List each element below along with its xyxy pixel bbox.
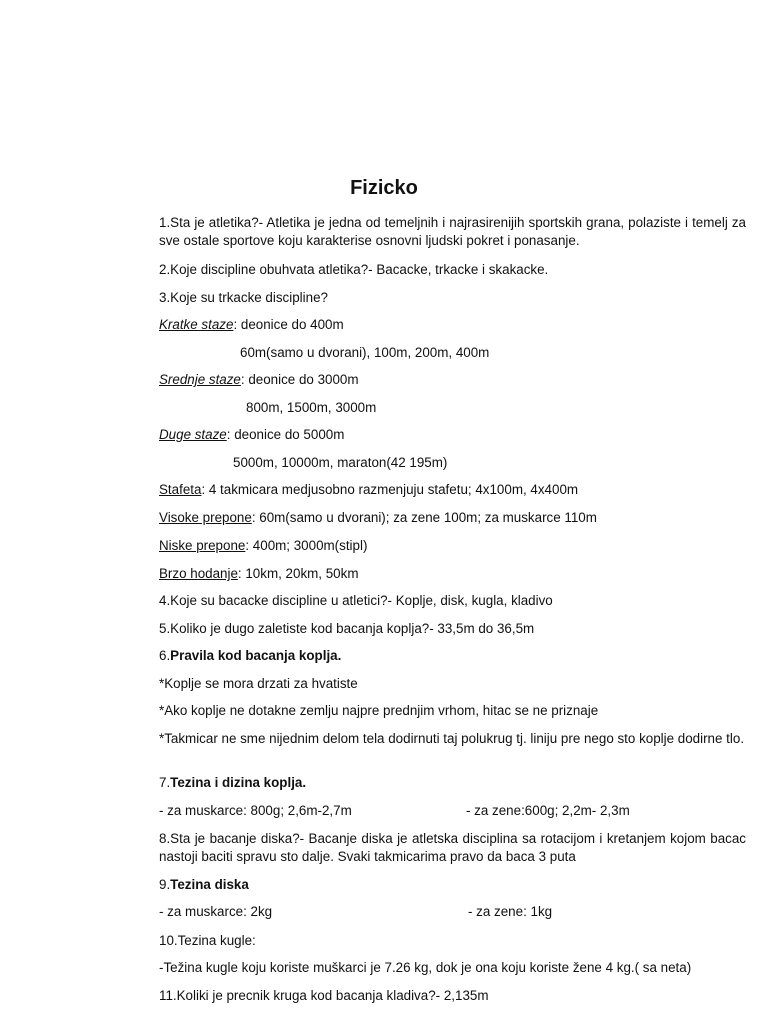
duge-staze-label: Duge staze	[159, 427, 227, 442]
rule-3: *Takmicar ne sme nijednim delom tela dodirnuti taj polukrug tj. liniju pre nego sto koplje dodirne tlo.	[159, 731, 745, 746]
question-6-number: 6.	[159, 648, 171, 663]
stafeta-line	[159, 481, 746, 499]
niske-prepone-label: Niske prepone	[159, 538, 246, 553]
srednje-staze-detail: 800m, 1500m, 3000m	[246, 400, 377, 415]
question-9	[159, 876, 746, 894]
kratke-staze-text: : deonice do 400m	[233, 317, 344, 332]
question-1: 1.Sta je atletika?- Atletika je jedna od temeljnih i najrasirenijih sportskih grana, polaziste i temelj za sve ostale sportove koju karakterise osnovni ljudski pokret i ponasanje.	[159, 215, 746, 248]
rule-1: *Koplje se mora drzati za hvatiste	[159, 676, 358, 691]
question-7-men: - za muskarce: 800g; 2,6m-2,7m	[159, 803, 352, 818]
question-6-text: Pravila kod bacanja koplja.	[170, 648, 342, 663]
niske-prepone-text: : 400m; 3000m(stipl)	[245, 538, 368, 553]
kratke-staze-label: Kratke staze	[159, 317, 234, 332]
question-9-men: - za muskarce: 2kg	[159, 904, 273, 919]
question-9-women: - za zene: 1kg	[468, 904, 553, 919]
brzo-hodanje-text: : 10km, 20km, 50km	[237, 566, 359, 581]
question-7-answer	[159, 802, 746, 820]
question-9-answer	[159, 903, 746, 921]
question-2: 2.Koje discipline obuhvata atletika?- Bacacke, trkacke i skakacke.	[159, 262, 549, 277]
srednje-staze-text: : deonice do 3000m	[240, 372, 359, 387]
stafeta-text: : 4 takmicara medjusobno razmenjuju stafetu; 4x100m, 4x400m	[201, 482, 579, 497]
rule-2: *Ako koplje ne dotakne zemlju najpre prednjim vrhom, hitac se ne priznaje	[159, 703, 599, 718]
visoke-prepone-label: Visoke prepone	[159, 510, 252, 525]
kratke-staze-detail: 60m(samo u dvorani), 100m, 200m, 400m	[240, 345, 490, 360]
question-5: 5.Koliko je dugo zaletiste kod bacanja koplja?- 33,5m do 36,5m	[159, 621, 535, 636]
question-8: 8.Sta je bacanje diska?- Bacanje diska je atletska disciplina sa rotacijom i kretanjem kojom bacac nastoji baciti spravu sto dalje. Svaki takmicarima pravo da baca 3 puta	[159, 831, 746, 864]
question-10-answer: -Težina kugle koju koriste muškarci je 7.26 kg, dok je ona koju koriste žene 4 kg.( sa neta)	[159, 960, 692, 975]
kratke-staze-line	[159, 316, 746, 334]
duge-staze-line	[159, 426, 746, 444]
document-title: Fizicko	[350, 177, 418, 199]
question-9-number: 9.	[159, 877, 171, 892]
question-7	[159, 774, 746, 792]
question-3: 3.Koje su trkacke discipline?	[159, 290, 328, 305]
visoke-prepone-line	[159, 509, 746, 527]
duge-staze-text: : deonice do 5000m	[226, 427, 345, 442]
duge-staze-detail: 5000m, 10000m, maraton(42 195m)	[233, 455, 448, 470]
srednje-staze-label: Srednje staze	[159, 372, 241, 387]
visoke-prepone-text: : 60m(samo u dvorani); za zene 100m; za muskarce 110m	[251, 510, 597, 525]
question-4: 4.Koje su bacacke discipline u atletici?- Koplje, disk, kugla, kladivo	[159, 593, 553, 608]
question-7-women: - za zene:600g; 2,2m- 2,3m	[466, 803, 630, 818]
brzo-hodanje-line	[159, 565, 746, 583]
question-9-text: Tezina diska	[170, 877, 249, 892]
brzo-hodanje-label: Brzo hodanje	[159, 566, 238, 581]
question-10: 10.Tezina kugle:	[159, 933, 256, 948]
question-11: 11.Koliki je precnik kruga kod bacanja kladiva?- 2,135m	[159, 988, 489, 1003]
question-7-number: 7.	[159, 775, 171, 790]
niske-prepone-line	[159, 537, 746, 555]
stafeta-label: Stafeta	[159, 482, 202, 497]
question-7-text: Tezina i dizina koplja.	[170, 775, 307, 790]
question-6	[159, 647, 746, 665]
srednje-staze-line	[159, 371, 746, 389]
